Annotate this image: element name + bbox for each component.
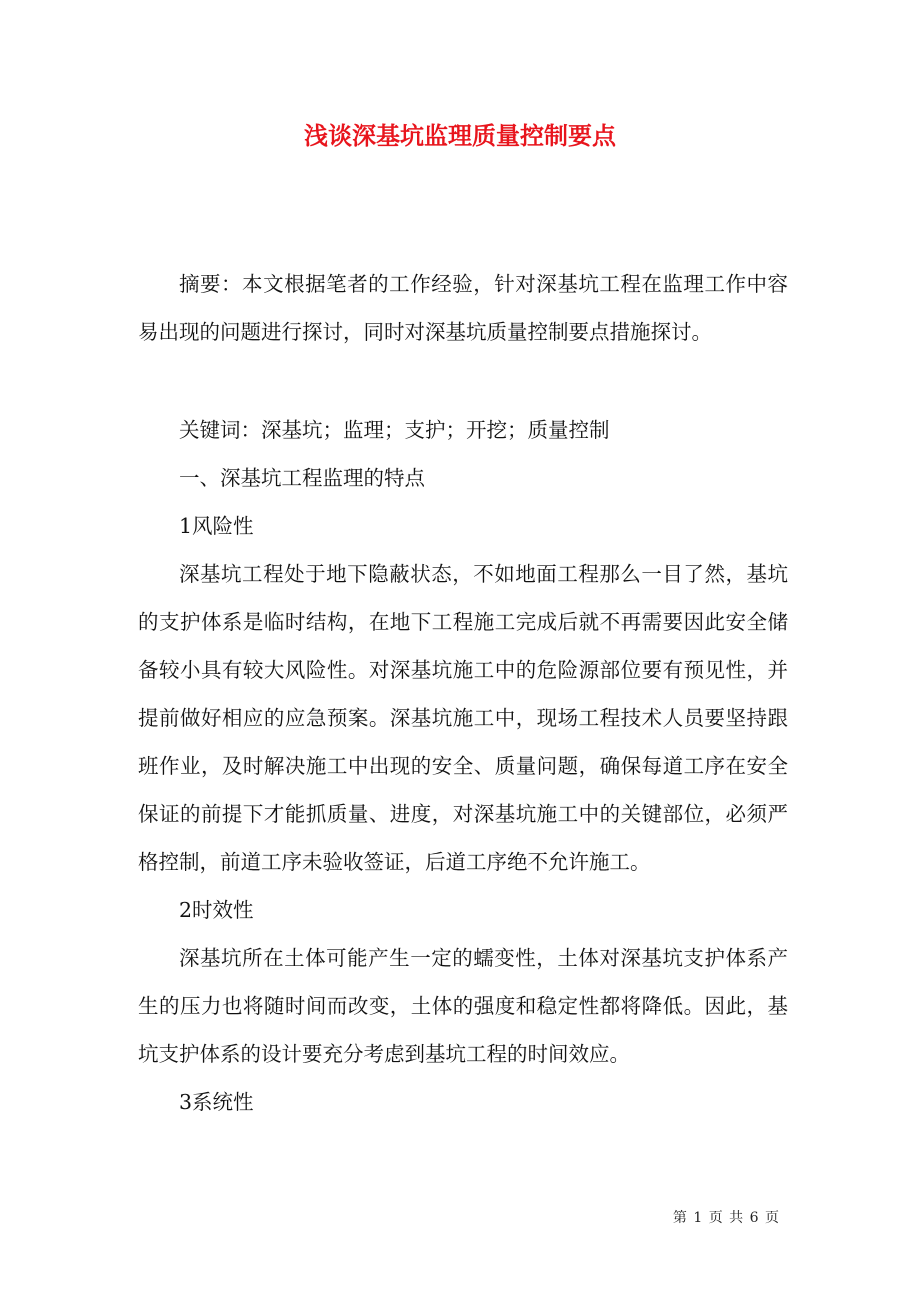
document-body: [138, 260, 788, 1126]
section-heading: 一、深基坑工程监理的特点: [179, 466, 425, 490]
subsection-heading: 3系统性: [179, 1090, 254, 1114]
footer-page-label: 第: [672, 1210, 687, 1226]
body-paragraph: 深基坑工程处于地下隐蔽状态，不如地面工程那么一目了然，基坑的支护体系是临时结构，在地下工程施工完成后就不再需要因此安全储备较小具有较大风险性。对深基坑施工中的危险源部位要有预见性，并提前做好相应的应急预案。深基坑施工中，现场工程技术人员要坚持跟班作业，及时解决施工中出现的安全、质量问题，确保每道工序在安全保证的前提下才能抓质量、进度，对深基坑施工中的关键部位，必须严格控制，前道工序未验收签证，后道工序绝不允许施工。: [138, 562, 788, 874]
abstract-paragraph: 摘要：本文根据笔者的工作经验，针对深基坑工程在监理工作中容易出现的问题进行探讨，同时对深基坑质量控制要点措施探讨。: [138, 272, 788, 344]
page-footer: [672, 1208, 780, 1228]
document-title: 浅谈深基坑监理质量控制要点: [304, 121, 616, 150]
footer-total-label: 共: [729, 1210, 744, 1226]
body-paragraph: 深基坑所在土体可能产生一定的蠕变性，土体对深基坑支护体系产生的压力也将随时间而改变，土体的强度和稳定性都将降低。因此，基坑支护体系的设计要充分考虑到基坑工程的时间效应。: [138, 946, 788, 1066]
footer-total-pages: 6: [749, 1210, 759, 1226]
footer-page-unit: 页: [708, 1210, 723, 1226]
footer-current-page: 1: [693, 1210, 703, 1226]
subsection-heading: 1风险性: [179, 514, 254, 538]
footer-total-unit: 页: [765, 1210, 779, 1226]
subsection-heading: 2时效性: [179, 898, 254, 922]
keywords-paragraph: 关键词：深基坑；监理；支护；开挖；质量控制: [179, 418, 610, 442]
